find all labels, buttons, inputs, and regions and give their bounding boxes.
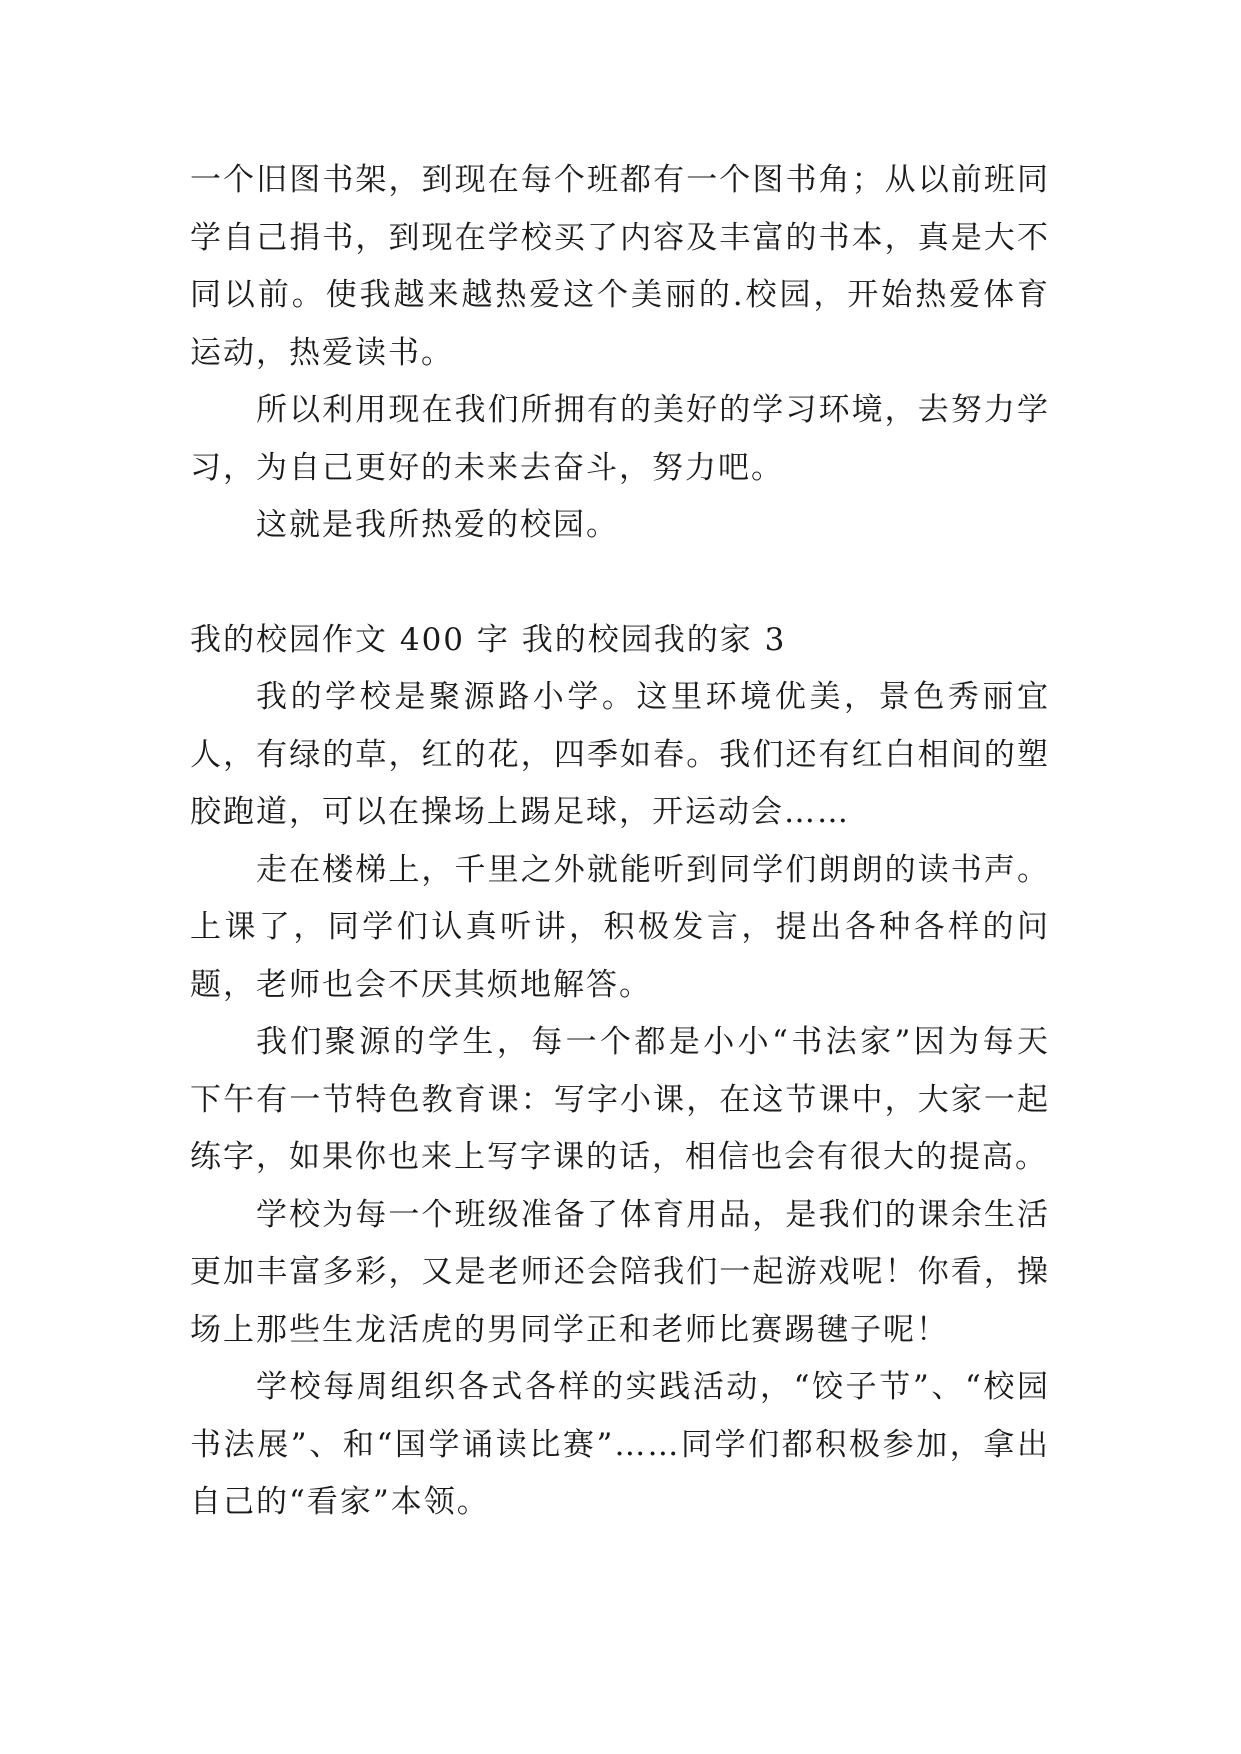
paragraph: 我们聚源的学生，每一个都是小小“书法家”因为每天下午有一节特色教育课：写字小课，在这节课中，大家一起练字，如果你也来上写字课的话，相信也会有很大的提高。 bbox=[190, 1024, 1050, 1175]
paragraph: 这就是我所热爱的校园。 bbox=[256, 507, 619, 543]
section-title: 我的校园作文 400 字 我的校园我的家 3 bbox=[190, 621, 787, 658]
paragraph: 我的学校是聚源路小学。这里环境优美，景色秀丽宜人，有绿的草，红的花，四季如春。我们还有红白相间的塑胶跑道，可以在操场上踢足球，开运动会…… bbox=[190, 679, 1050, 830]
section-spacer bbox=[190, 555, 1050, 612]
document-body bbox=[190, 152, 1050, 1532]
paragraph: 所以利用现在我们所拥有的美好的学习环境，去努力学习，为自己更好的未来去奋斗，努力吧。 bbox=[190, 392, 1050, 486]
paragraph: 学校为每一个班级准备了体育用品，是我们的课余生活更加丰富多彩，又是老师还会陪我们一起游戏呢！你看，操场上那些生龙活虎的男同学正和老师比赛踢毽子呢！ bbox=[190, 1196, 1050, 1348]
paragraph: 走在楼梯上，千里之外就能听到同学们朗朗的读书声。上课了，同学们认真听讲，积极发言，提出各种各样的问题，老师也会不厌其烦地解答。 bbox=[190, 851, 1050, 1003]
paragraph-continued: 一个旧图书架，到现在每个班都有一个图书角；从以前班同学自己捐书，到现在学校买了内容及丰富的书本，真是大不同以前。使我越来越热爱这个美丽的.校园，开始热爱体育运动，热爱读书。 bbox=[190, 162, 1050, 371]
paragraph: 学校每周组织各式各样的实践活动，“饺子节”、“校园书法展”、和“国学诵读比赛”……同学们都积极参加，拿出自己的“看家”本领。 bbox=[190, 1369, 1050, 1520]
